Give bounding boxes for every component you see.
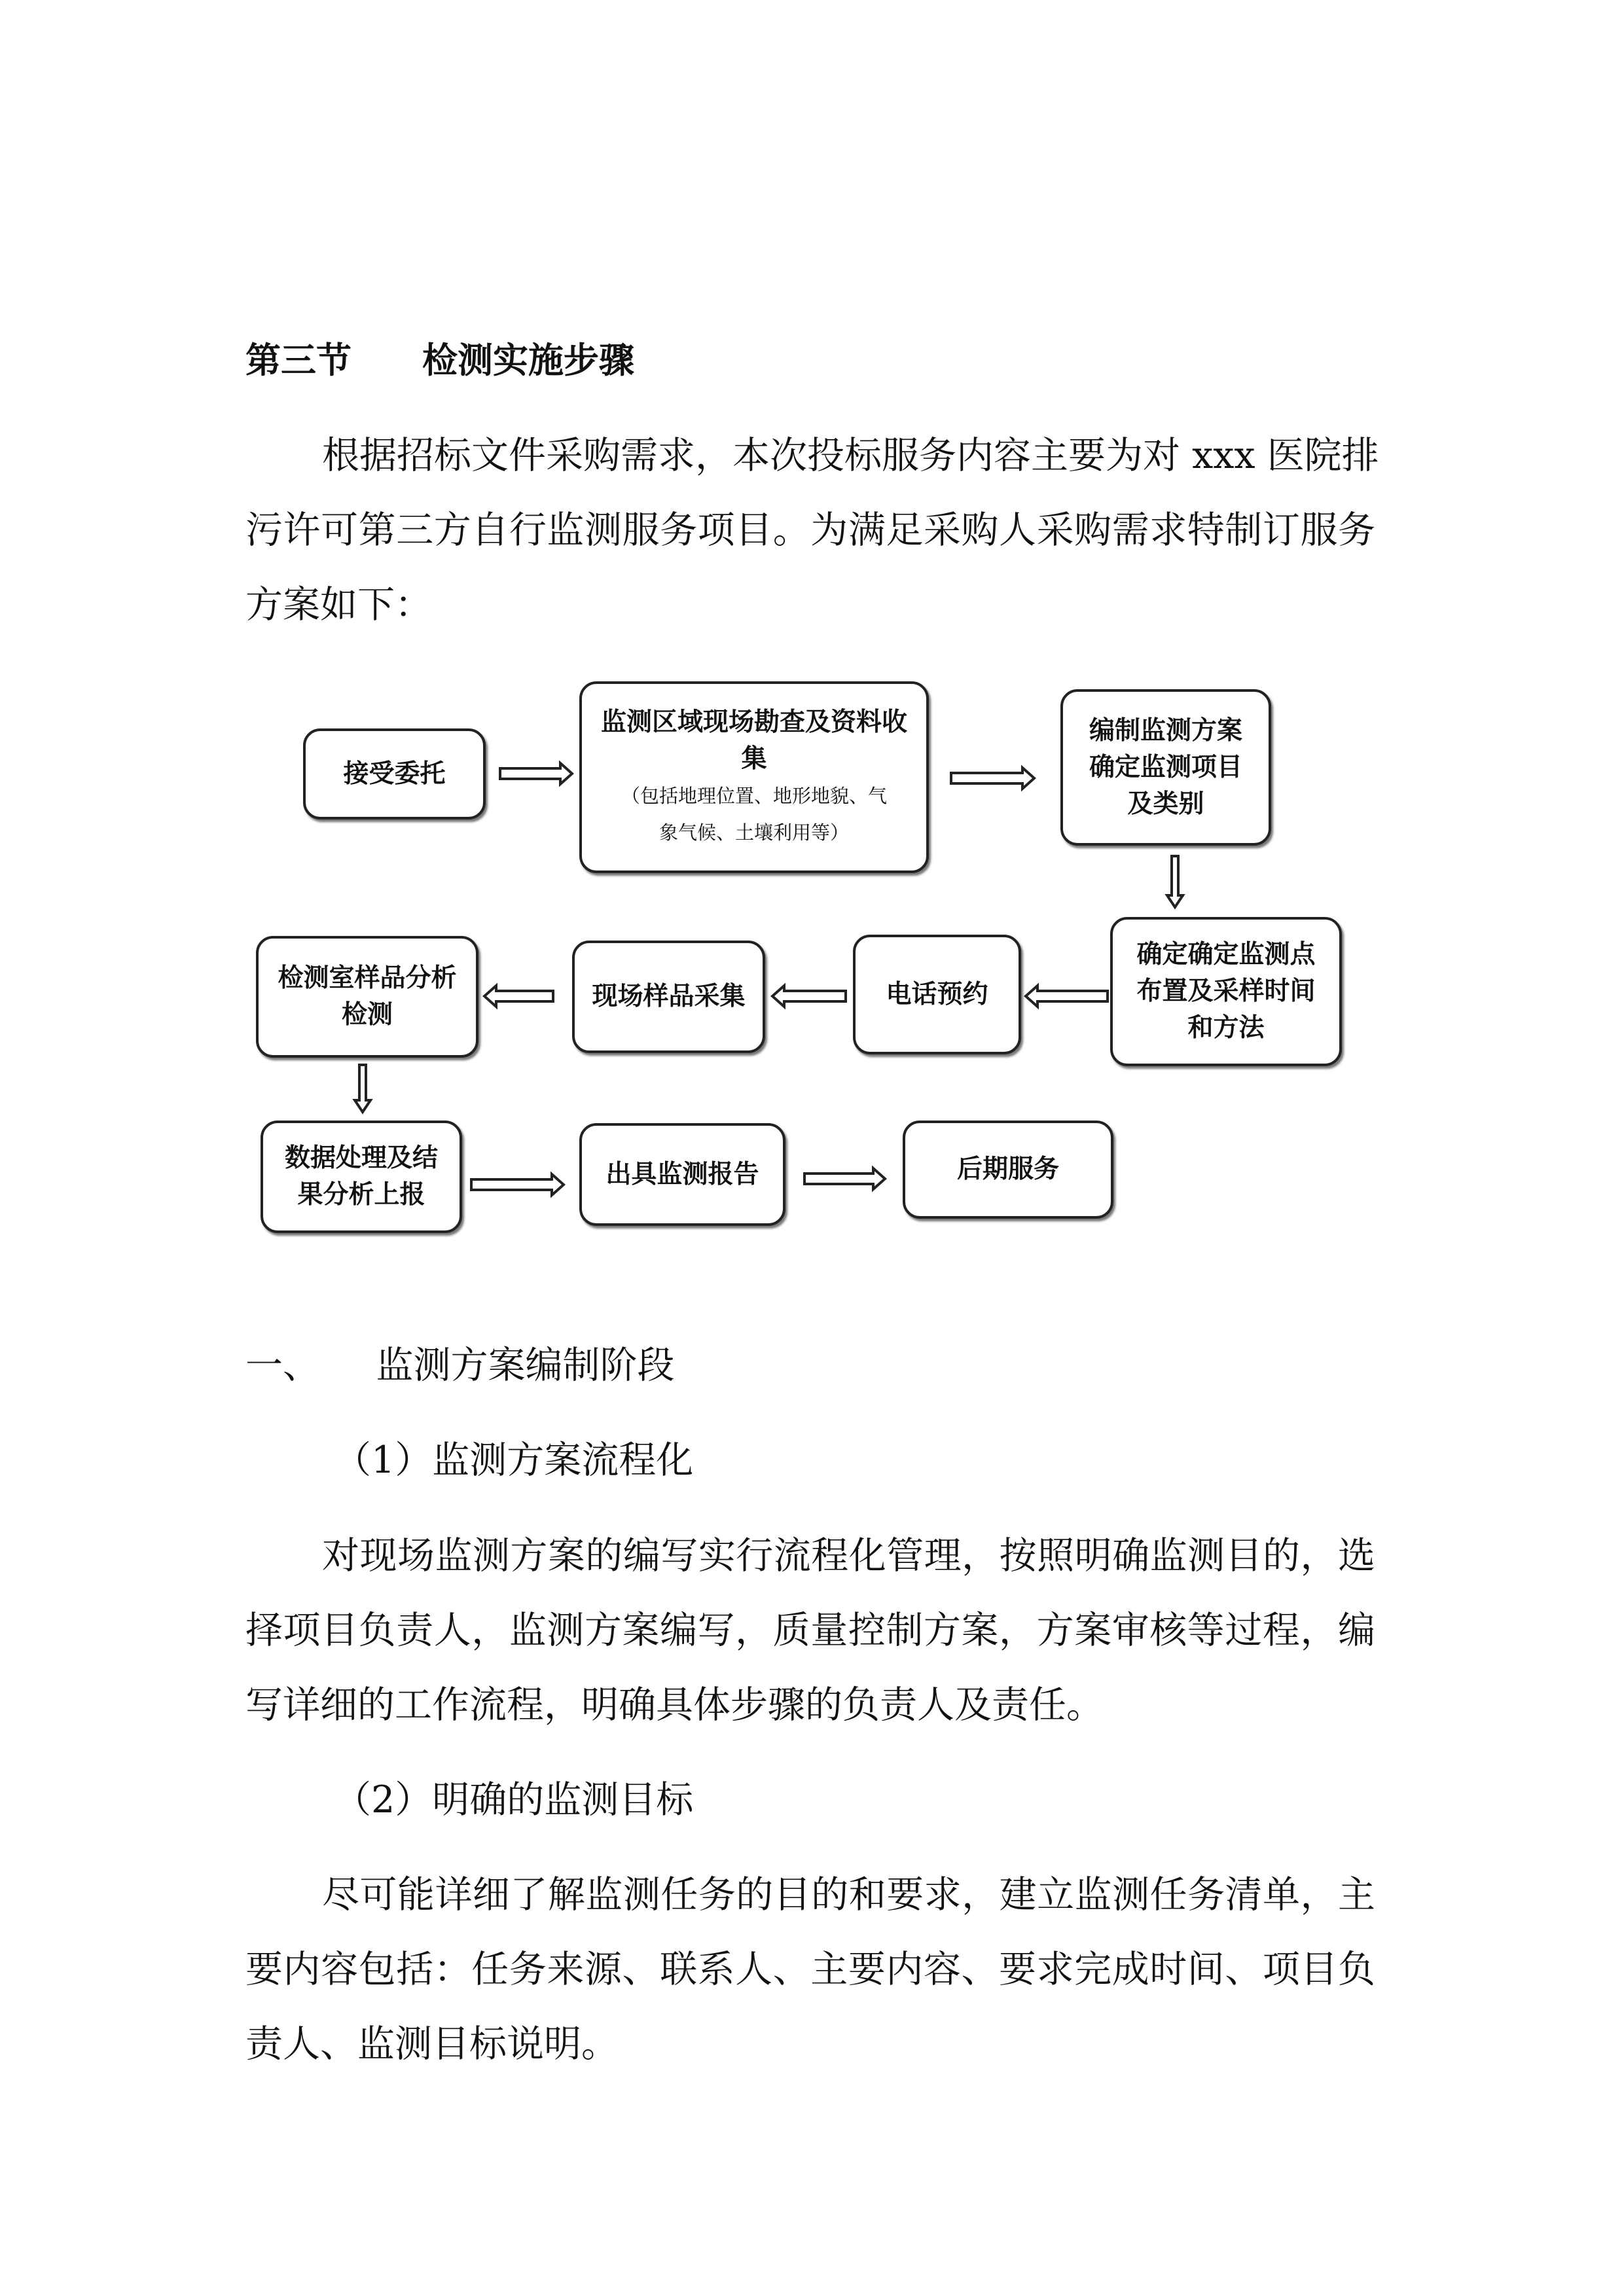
step-phone — [853, 935, 1021, 1054]
step-points — [1110, 917, 1342, 1066]
body-line: 要内容包括：任务来源、联系人、主要内容、要求完成时间、项目负 — [245, 1948, 1375, 1991]
intro-line: 方案如下： — [245, 583, 432, 626]
step-label: 出具监测报告 — [605, 1159, 759, 1189]
step-label: 编制监测方案 — [1089, 715, 1242, 745]
arrow-down-icon — [353, 1065, 372, 1113]
step-label: 果分析上报 — [297, 1180, 425, 1210]
body-line: 尽可能详细了解监测任务的目的和要求，建立监测任务清单，主 — [322, 1873, 1375, 1916]
body-line: 责人、监测目标说明。 — [245, 2022, 619, 2066]
step-report — [579, 1123, 785, 1226]
step-plan — [1060, 689, 1271, 846]
step-label: 监测区域现场勘查及资料收 — [600, 707, 907, 737]
step-survey — [579, 681, 929, 873]
step-sampling — [572, 941, 765, 1053]
step-data — [261, 1121, 462, 1233]
step-lab — [256, 936, 478, 1058]
step-label: 后期服务 — [956, 1155, 1059, 1184]
intro-line: 污许可第三方自行监测服务项目。为满足采购人采购需求特制订服务 — [245, 509, 1375, 552]
step-note: 象气候、土壤利用等） — [659, 821, 849, 844]
arrow-left-icon — [771, 984, 846, 1008]
step-after — [903, 1121, 1113, 1219]
arrow-right-icon — [951, 766, 1036, 790]
step-accept — [303, 728, 486, 819]
step-label: 检测 — [341, 1000, 393, 1030]
step-label: 布置及采样时间 — [1136, 977, 1316, 1006]
body-line: 择项目负责人，监测方案编写，质量控制方案，方案审核等过程，编 — [245, 1609, 1375, 1652]
arrow-down-icon — [1166, 856, 1184, 908]
arrow-left-icon — [483, 984, 553, 1008]
subsection-heading: （2）明确的监测目标 — [334, 1778, 694, 1821]
subsection-heading: （1）监测方案流程化 — [334, 1439, 694, 1482]
arrow-left-icon — [1024, 984, 1108, 1008]
step-label: 数据处理及结 — [284, 1143, 438, 1173]
step-label: 集 — [741, 744, 767, 774]
step-label: 检测室样品分析 — [278, 963, 457, 993]
body-line: 对现场监测方案的编写实行流程化管理，按照明确监测目的，选 — [322, 1534, 1375, 1577]
arrow-right-icon — [804, 1167, 886, 1191]
section-title: 第三节 检测实施步骤 — [245, 340, 634, 381]
step-note: （包括地理位置、地形地貌、气 — [621, 784, 887, 807]
step-label: 确定确定监测点 — [1136, 940, 1316, 969]
arrow-right-icon — [471, 1173, 565, 1196]
body-line: 写详细的工作流程，明确具体步骤的负责人及责任。 — [245, 1683, 1104, 1727]
step-label: 现场样品采集 — [592, 982, 746, 1011]
step-label: 及类别 — [1127, 789, 1204, 819]
intro-line: 根据招标文件采购需求，本次投标服务内容主要为对 xxx 医院排 — [322, 434, 1379, 477]
arrow-right-icon — [500, 762, 573, 785]
step-label: 接受委托 — [343, 759, 446, 789]
step-label: 电话预约 — [886, 979, 988, 1009]
step-label: 和方法 — [1187, 1013, 1265, 1043]
section-heading: 一、 监测方案编制阶段 — [245, 1344, 675, 1387]
step-label: 确定监测项目 — [1089, 752, 1242, 782]
